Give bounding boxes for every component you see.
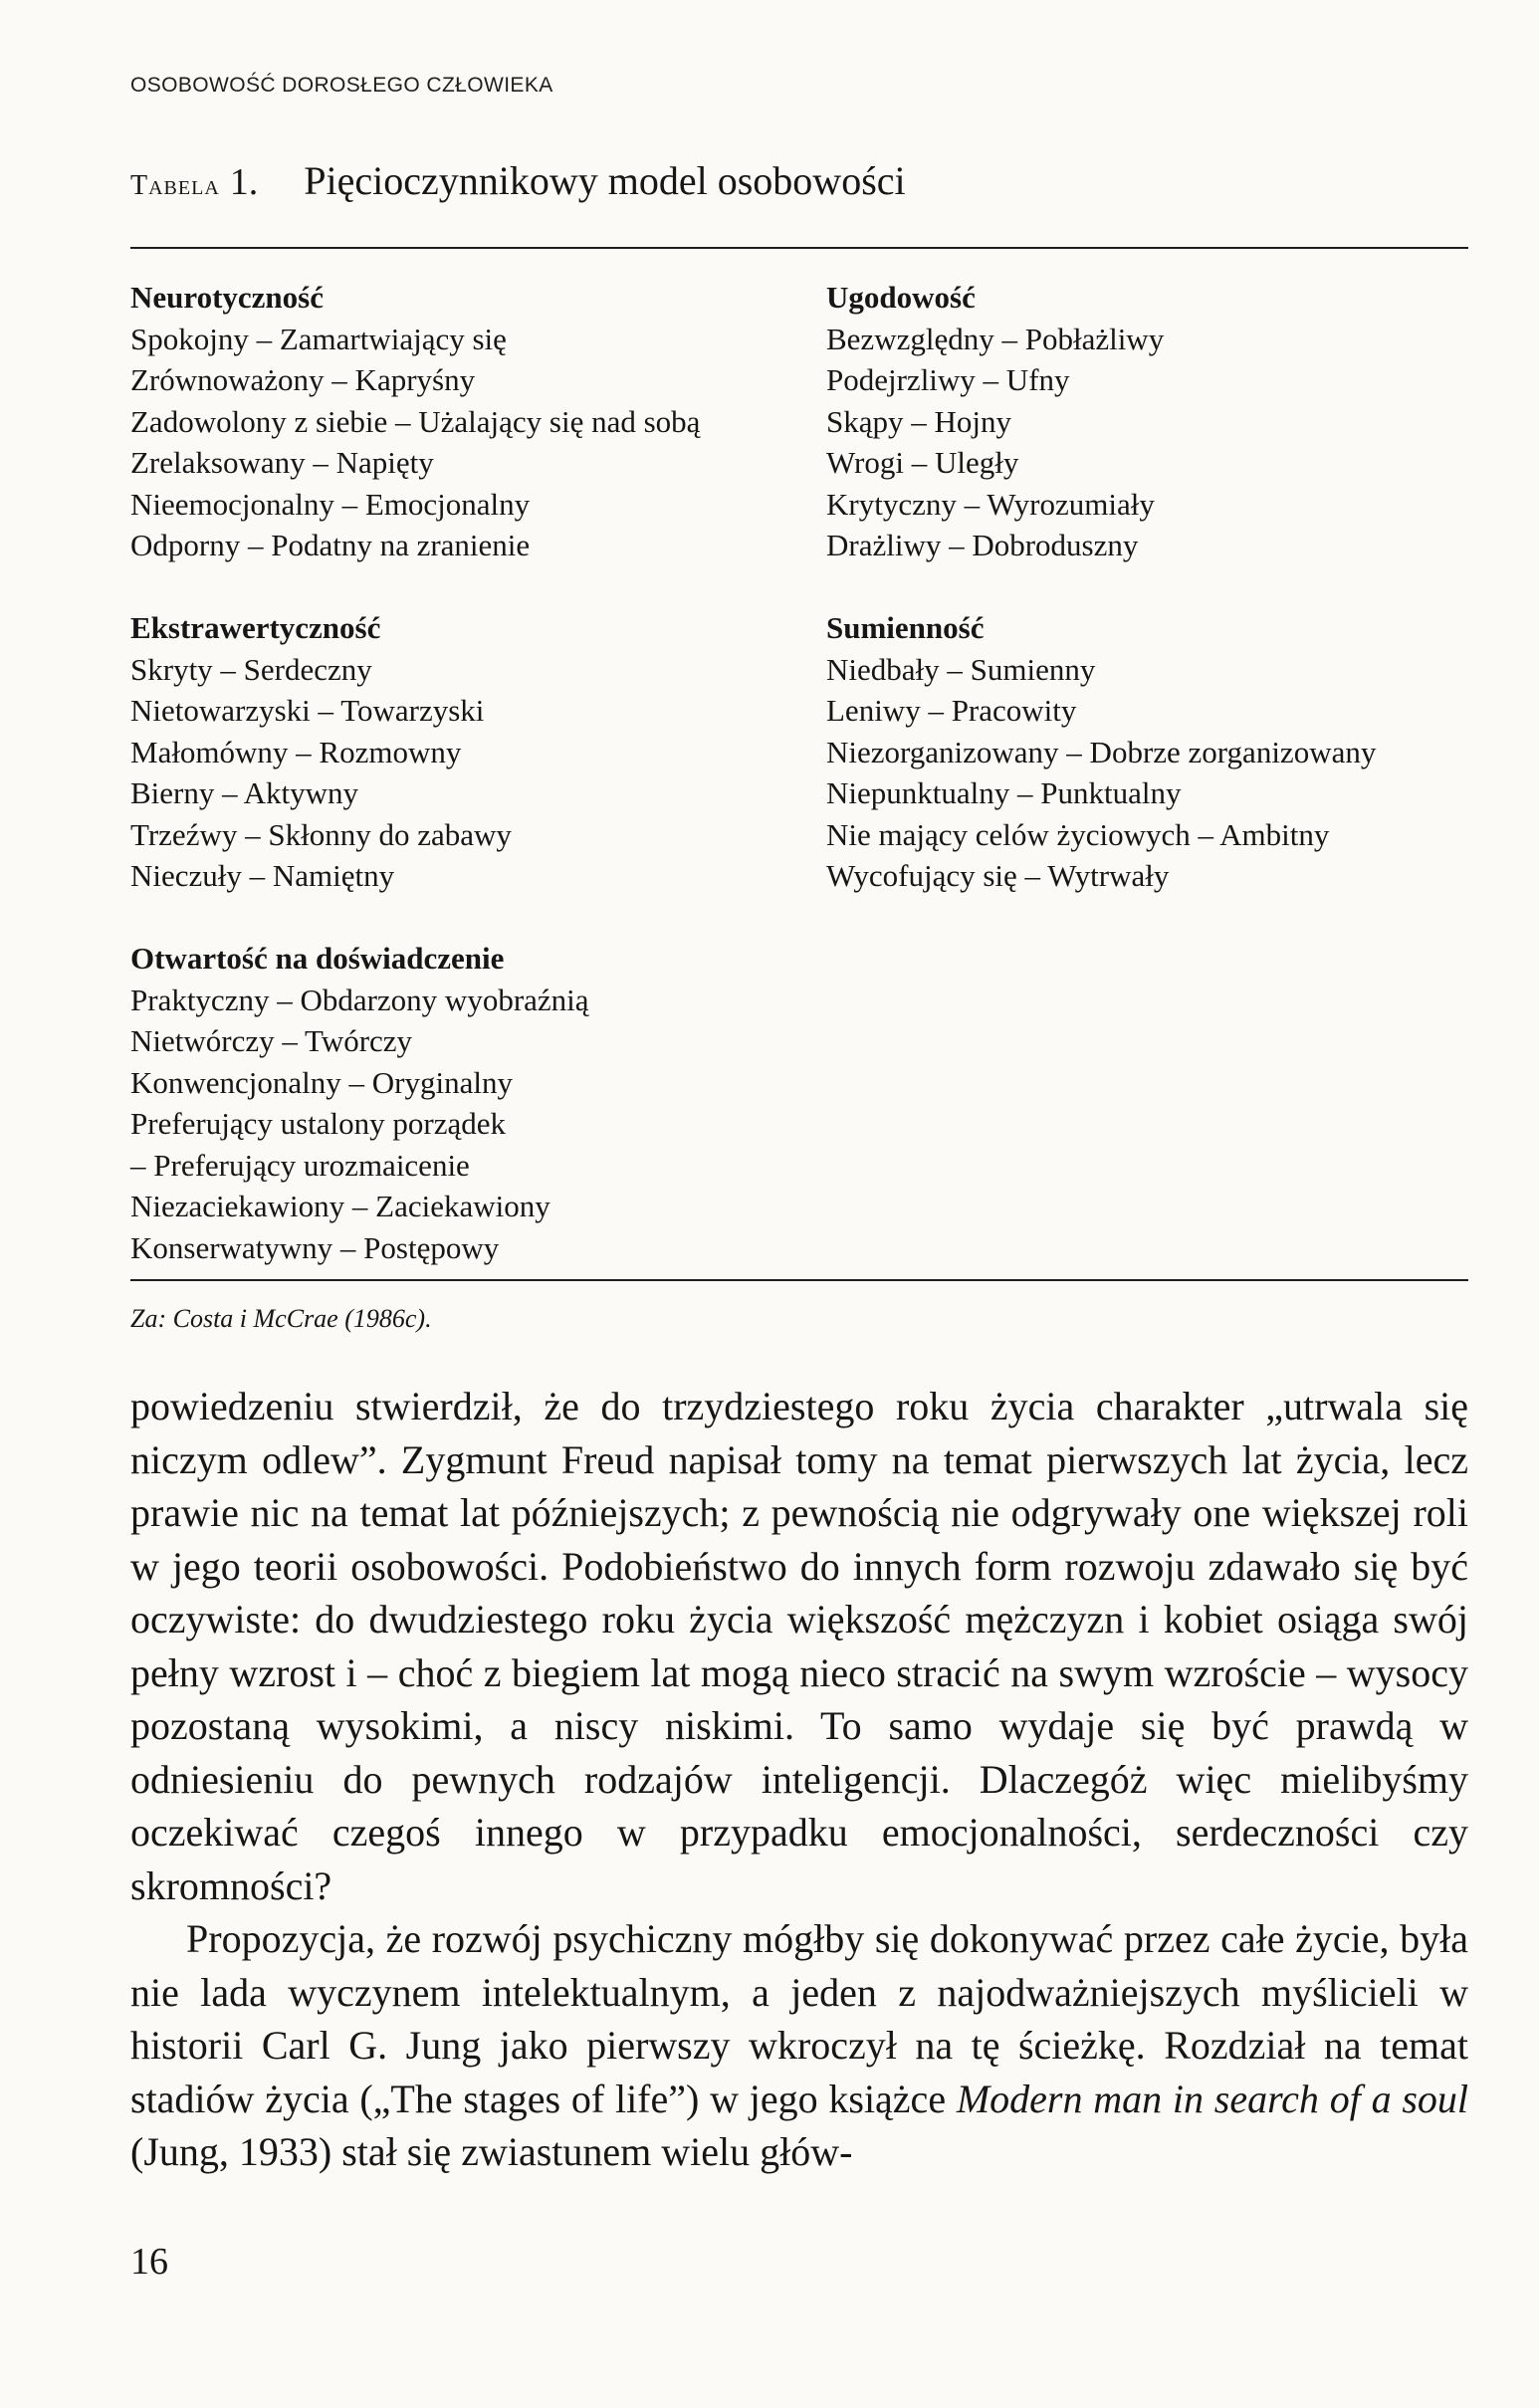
trait-item: Nie mający celów życiowych – Ambitny bbox=[826, 816, 1330, 852]
trait-heading: Ekstrawertyczność bbox=[130, 610, 381, 645]
trait-item: Nietowarzyski – Towarzyski bbox=[130, 693, 485, 728]
trait-heading: Ugodowość bbox=[826, 280, 976, 315]
trait-item: Niepunktualny – Punktualny bbox=[826, 775, 1182, 810]
trait-item: Skryty – Serdeczny bbox=[130, 651, 372, 687]
trait-heading: Otwartość na doświadczenie bbox=[130, 941, 505, 976]
trait-item: Konwencjonalny – Oryginalny bbox=[130, 1064, 513, 1100]
trait-item: Niedbały – Sumienny bbox=[826, 651, 1096, 687]
paragraph-text: Propozycja, że rozwój psychiczny mógłby się dokonywać przez całe życie, była nie lada wyczynem intelektualnym, a jeden z najodważniejszych myślicieli w historii Carl G. Jung jako pierwszy wkroczył na tę ścieżkę. Rozdział na temat stadiów życia („The stages of life”) w jego książce bbox=[130, 1916, 1468, 2121]
trait-item: Konserwatywny – Postępowy bbox=[130, 1229, 500, 1265]
trait-item: – Preferujący urozmaicenie bbox=[130, 1147, 470, 1183]
trait-item: Zrównoważony – Kapryśny bbox=[130, 362, 476, 397]
trait-item: Spokojny – Zamartwiający się bbox=[130, 321, 507, 356]
running-head: OSOBOWOŚĆ DOROSŁEGO CZŁOWIEKA bbox=[130, 74, 553, 97]
trait-item: Bezwzględny – Pobłażliwy bbox=[826, 321, 1165, 356]
table-bottom-rule bbox=[130, 1279, 1468, 1281]
body-paragraph bbox=[130, 1912, 1468, 2179]
trait-group-neurotycznosc bbox=[130, 277, 700, 566]
trait-item: Nieemocjonalny – Emocjonalny bbox=[130, 486, 531, 522]
trait-group-otwartosc bbox=[130, 938, 589, 1268]
trait-item: Drażliwy – Dobroduszny bbox=[826, 528, 1139, 562]
trait-item: Nieczuły – Namiętny bbox=[130, 858, 395, 893]
trait-item: Praktyczny – Obdarzony wyobraźnią bbox=[130, 982, 589, 1017]
page-number: 16 bbox=[130, 2241, 168, 2283]
trait-item: Krytyczny – Wyrozumiały bbox=[826, 486, 1155, 522]
body-text bbox=[130, 1380, 1468, 2179]
trait-item: Bierny – Aktywny bbox=[130, 775, 359, 810]
body-paragraph: powiedzeniu stwierdził, że do trzydziestego roku życia charakter „utrwala się niczym odlew”. Zygmunt Freud napisał tomy na temat pierwszych lat życia, lecz prawie nic na temat lat późniejszych; z pewnością nie odgrywały one większej roli w jego teorii osobowości. Podobieństwo do innych form rozwoju zdawało się być oczywiste: do dwudziestego roku życia większość mężczyzn i kobiet osiąga swój pełny wzrost i – choć z biegiem lat mogą nieco stracić na swym wzroście – wysocy pozostaną wysokimi, a niscy niskimi. To samo wydaje się być prawdą w odniesieniu do pewnych rodzajów inteligencji. Dlaczegóż więc mielibyśmy oczekiwać czegoś innego w przypadku emocjonalności, serdeczności czy skromności? bbox=[130, 1384, 1468, 1908]
paragraph-text: (Jung, 1933) stał się zwiastunem wielu głów- bbox=[130, 2129, 853, 2174]
table-title: Pięcioczynnikowy model osobowości bbox=[304, 158, 906, 203]
trait-item: Niezaciekawiony – Zaciekawiony bbox=[130, 1189, 550, 1223]
table-top-rule bbox=[130, 247, 1468, 249]
table-caption bbox=[130, 157, 906, 204]
trait-item: Odporny – Podatny na zranienie bbox=[130, 528, 531, 562]
trait-item: Skąpy – Hojny bbox=[826, 403, 1011, 439]
trait-item: Niezorganizowany – Dobrze zorganizowany bbox=[826, 734, 1377, 769]
table-number: 1. bbox=[229, 161, 259, 203]
trait-group-ugodowosc bbox=[826, 277, 1164, 566]
trait-group-ekstrawertycznosc bbox=[130, 607, 512, 897]
trait-item: Małomówny – Rozmowny bbox=[130, 734, 462, 769]
trait-item: Leniwy – Pracowity bbox=[826, 693, 1077, 728]
trait-item: Zadowolony z siebie – Użalający się nad sobą bbox=[130, 403, 701, 439]
book-title: Modern man in search of a soul bbox=[956, 2076, 1469, 2121]
trait-heading: Sumienność bbox=[826, 610, 985, 645]
trait-item: Wrogi – Uległy bbox=[826, 445, 1019, 480]
trait-item: Podejrzliwy – Ufny bbox=[826, 362, 1070, 397]
trait-item: Preferujący ustalony porządek bbox=[130, 1106, 507, 1141]
table-label: Tabela bbox=[130, 170, 220, 201]
trait-item: Zrelaksowany – Napięty bbox=[130, 445, 434, 480]
table-source-note: Za: Costa i McCrae (1986c). bbox=[130, 1304, 432, 1333]
trait-item: Wycofujący się – Wytrwały bbox=[826, 858, 1170, 893]
trait-item: Trzeźwy – Skłonny do zabawy bbox=[130, 816, 512, 852]
trait-heading: Neurotyczność bbox=[130, 280, 324, 315]
trait-item: Nietwórczy – Twórczy bbox=[130, 1023, 413, 1058]
trait-group-sumiennosc bbox=[826, 607, 1376, 897]
